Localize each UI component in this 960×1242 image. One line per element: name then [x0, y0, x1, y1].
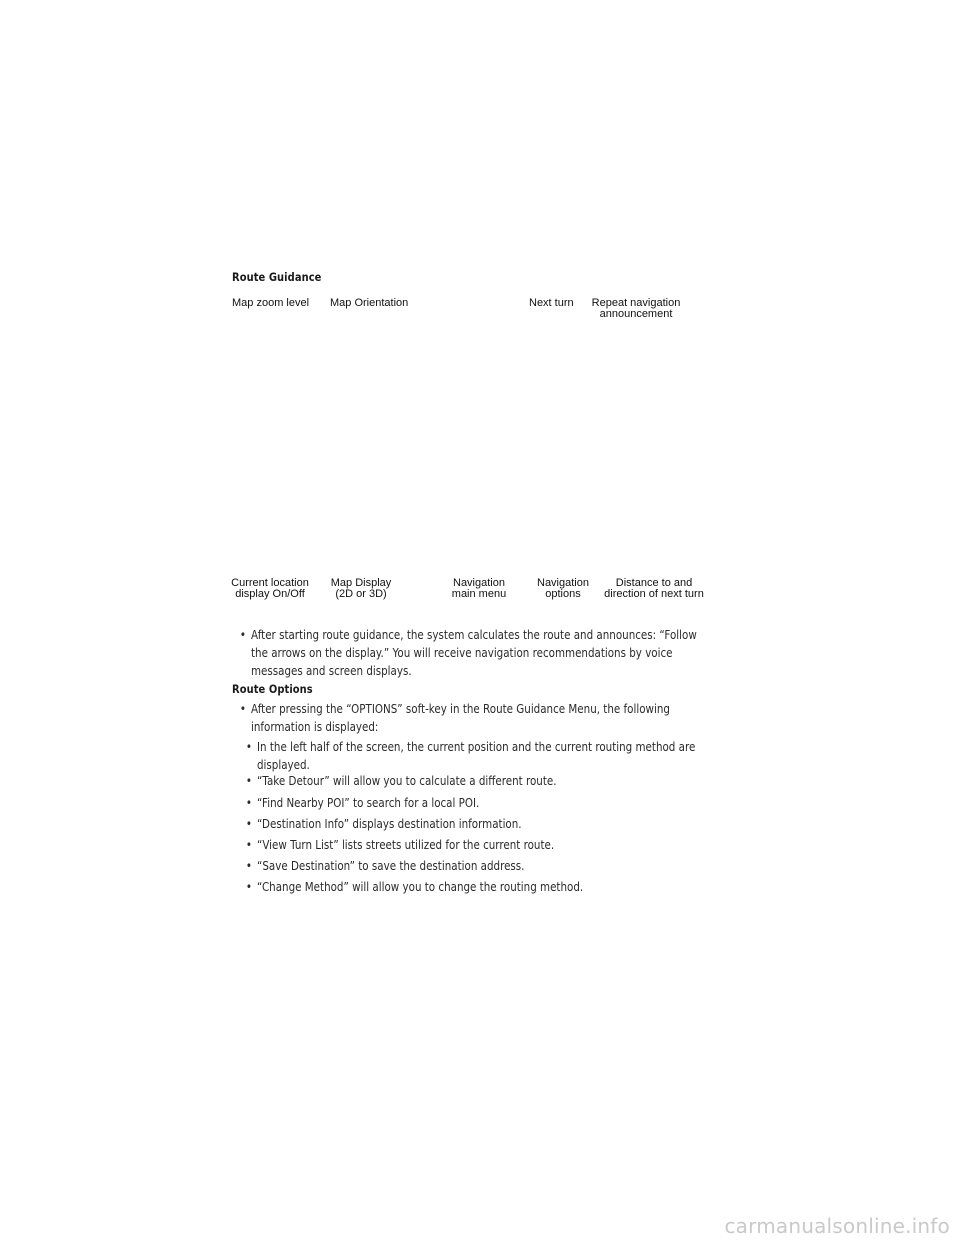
- callout-next-turn: Next turn: [529, 297, 574, 309]
- bullet-dot: •: [245, 880, 252, 894]
- route-options-bullet: [239, 700, 705, 736]
- bullet-text: “Save Destination” to save the destination address.: [257, 859, 525, 873]
- bullet-dot: •: [245, 796, 252, 810]
- route-option-item: [245, 772, 739, 790]
- callout-navigation-main-menu: Navigation main menu: [451, 577, 507, 600]
- bullet-dot: •: [245, 740, 252, 754]
- bullet-text: “Find Nearby POI” to search for a local POI.: [257, 796, 480, 810]
- route-option-item: [245, 857, 739, 875]
- watermark-link[interactable]: carmanualsonline.info: [724, 1214, 950, 1238]
- bullet-text: In the left half of the screen, the current position and the current routing method are displayed.: [257, 740, 696, 772]
- route-option-item: [245, 738, 708, 774]
- callout-map-display: Map Display (2D or 3D): [330, 577, 392, 600]
- bullet-dot: •: [245, 774, 252, 788]
- callout-map-zoom-level: Map zoom level: [232, 297, 310, 309]
- route-option-item: [245, 794, 739, 812]
- callout-navigation-options: Navigation options: [537, 577, 589, 600]
- callout-current-location-display: Current location display On/Off: [231, 577, 309, 600]
- bullet-text: After pressing the “OPTIONS” soft-key in the Route Guidance Menu, the following information is displayed:: [251, 702, 670, 734]
- bullet-text: “View Turn List” lists streets utilized for the current route.: [257, 838, 555, 852]
- bullet-text: “Take Detour” will allow you to calculate a different route.: [257, 774, 557, 788]
- bullet-text: “Destination Info” displays destination information.: [257, 817, 522, 831]
- route-guidance-heading: Route Guidance: [232, 270, 322, 284]
- route-guidance-bullet: [239, 626, 705, 680]
- callout-repeat-navigation-announcement: Repeat navigation announcement: [591, 297, 681, 320]
- bullet-dot: •: [245, 817, 252, 831]
- bullet-dot: •: [245, 838, 252, 852]
- route-option-item: [245, 878, 739, 896]
- callout-distance-next-turn: Distance to and direction of next turn: [604, 577, 704, 600]
- route-option-item: [245, 836, 739, 854]
- bullet-dot: •: [245, 859, 252, 873]
- route-options-heading: Route Options: [232, 682, 313, 696]
- bullet-dot: •: [239, 702, 246, 716]
- callout-map-orientation: Map Orientation: [330, 297, 409, 309]
- route-option-item: [245, 815, 739, 833]
- bullet-text: After starting route guidance, the system calculates the route and announces: “Follow the arrows on the display.” You will receive navigation recommendations by voice messages and screen displays.: [251, 628, 697, 678]
- bullet-text: “Change Method” will allow you to change the routing method.: [257, 880, 584, 894]
- bullet-dot: •: [239, 628, 246, 642]
